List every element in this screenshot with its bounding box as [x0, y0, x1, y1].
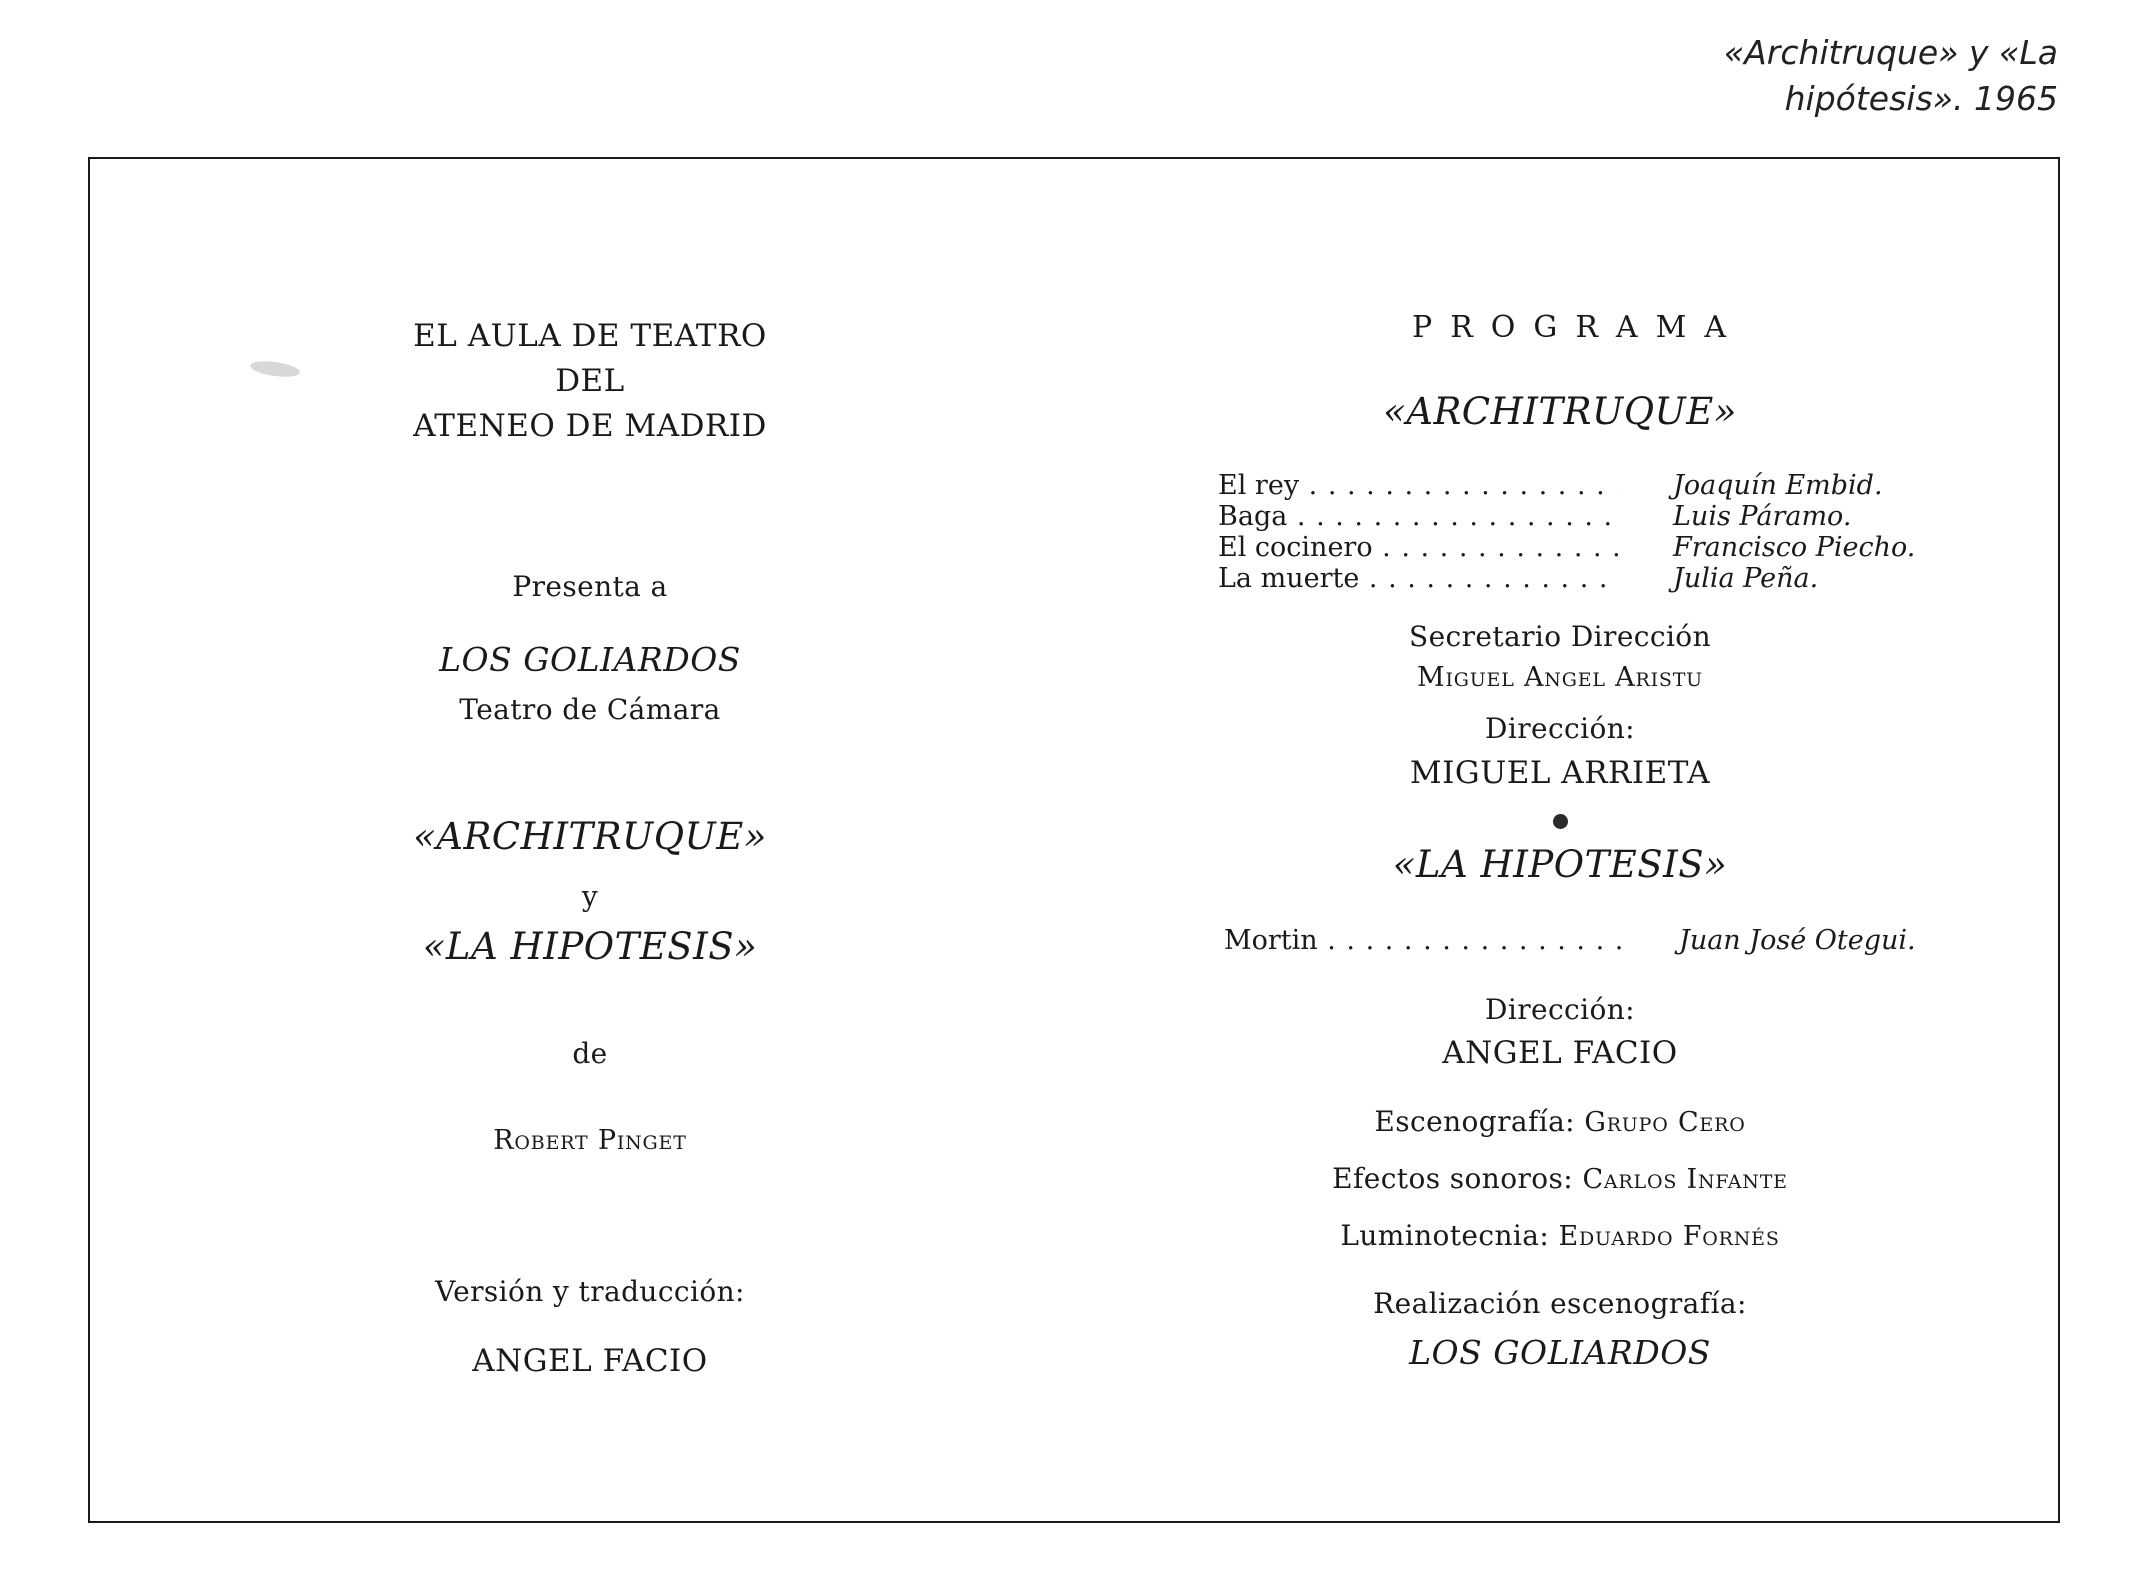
direccion-1-name: MIGUEL ARRIETA — [1409, 755, 1711, 791]
company-name: LOS GOLIARDOS — [439, 640, 741, 679]
secretario-name: Miguel Angel Aristu — [1417, 662, 1703, 693]
cast-actor: Joaquín Embid. — [1673, 470, 1883, 501]
direccion-1-label: Dirección: — [1484, 712, 1635, 745]
de-text: de — [572, 1037, 608, 1070]
conjunction: y — [581, 880, 599, 913]
caption-line-1: «Architruque» y «La — [1723, 33, 2058, 72]
page-caption — [1698, 30, 2058, 122]
cast-row — [1218, 563, 1918, 594]
credit-value: Grupo Cero — [1584, 1107, 1746, 1138]
org-line-1: EL AULA DE TEATRO — [413, 318, 767, 354]
direccion-2-label: Dirección: — [1484, 993, 1635, 1026]
author-name: Robert Pinget — [493, 1125, 687, 1156]
cast-list-2 — [1224, 925, 1924, 960]
company-subtitle: Teatro de Cámara — [459, 693, 721, 726]
cast-row — [1218, 470, 1918, 501]
play-1-title: «ARCHITRUQUE» — [413, 815, 767, 858]
programa-play-1-title: «ARCHITRUQUE» — [1383, 390, 1737, 433]
translator-name: ANGEL FACIO — [472, 1343, 708, 1379]
cast-actor: Juan José Otegui. — [1679, 925, 1916, 956]
play-2-title: «LA HIPOTESIS» — [422, 925, 758, 968]
cast-role: Baga . . . — [1218, 501, 1618, 532]
cast-row — [1224, 925, 1924, 956]
credit-label: Luminotecnia: — [1340, 1219, 1550, 1252]
cast-actor: Julia Peña. — [1673, 563, 1819, 594]
cast-actor: Luis Páramo. — [1673, 501, 1852, 532]
credit-label: Escenografía: — [1374, 1105, 1576, 1138]
caption-line-2: hipótesis». 1965 — [1784, 79, 2058, 118]
credit-sound-effects — [1260, 1162, 1860, 1195]
realizacion-name: LOS GOLIARDOS — [1409, 1333, 1711, 1372]
org-line-3: ATENEO DE MADRID — [413, 408, 767, 444]
cast-row — [1218, 501, 1918, 532]
separator-dot — [1553, 814, 1568, 829]
credit-value: Carlos Infante — [1582, 1164, 1788, 1195]
secretario-label: Secretario Dirección — [1409, 620, 1711, 653]
programa-play-2-title: «LA HIPOTESIS» — [1392, 843, 1728, 886]
realizacion-label: Realización escenografía: — [1373, 1287, 1747, 1320]
presenta-text: Presenta a — [512, 570, 668, 603]
cast-row — [1218, 532, 1918, 563]
cast-role: Mortin . . . — [1224, 925, 1624, 956]
cast-role: El rey . . . — [1218, 470, 1618, 501]
version-label: Versión y traducción: — [435, 1275, 745, 1308]
cast-role: La muerte . . . — [1218, 563, 1618, 594]
org-line-2: DEL — [555, 363, 625, 399]
cast-actor: Francisco Piecho. — [1673, 532, 1916, 563]
cast-role: El cocinero . . . — [1218, 532, 1618, 563]
cast-list-1 — [1218, 470, 1918, 600]
programa-heading: PROGRAMA — [1412, 310, 1744, 345]
credit-value: Eduardo Fornés — [1558, 1221, 1780, 1252]
credit-lighting — [1260, 1219, 1860, 1252]
direccion-2-name: ANGEL FACIO — [1442, 1035, 1678, 1071]
credit-label: Efectos sonoros: — [1332, 1162, 1574, 1195]
credit-scenography — [1260, 1105, 1860, 1138]
